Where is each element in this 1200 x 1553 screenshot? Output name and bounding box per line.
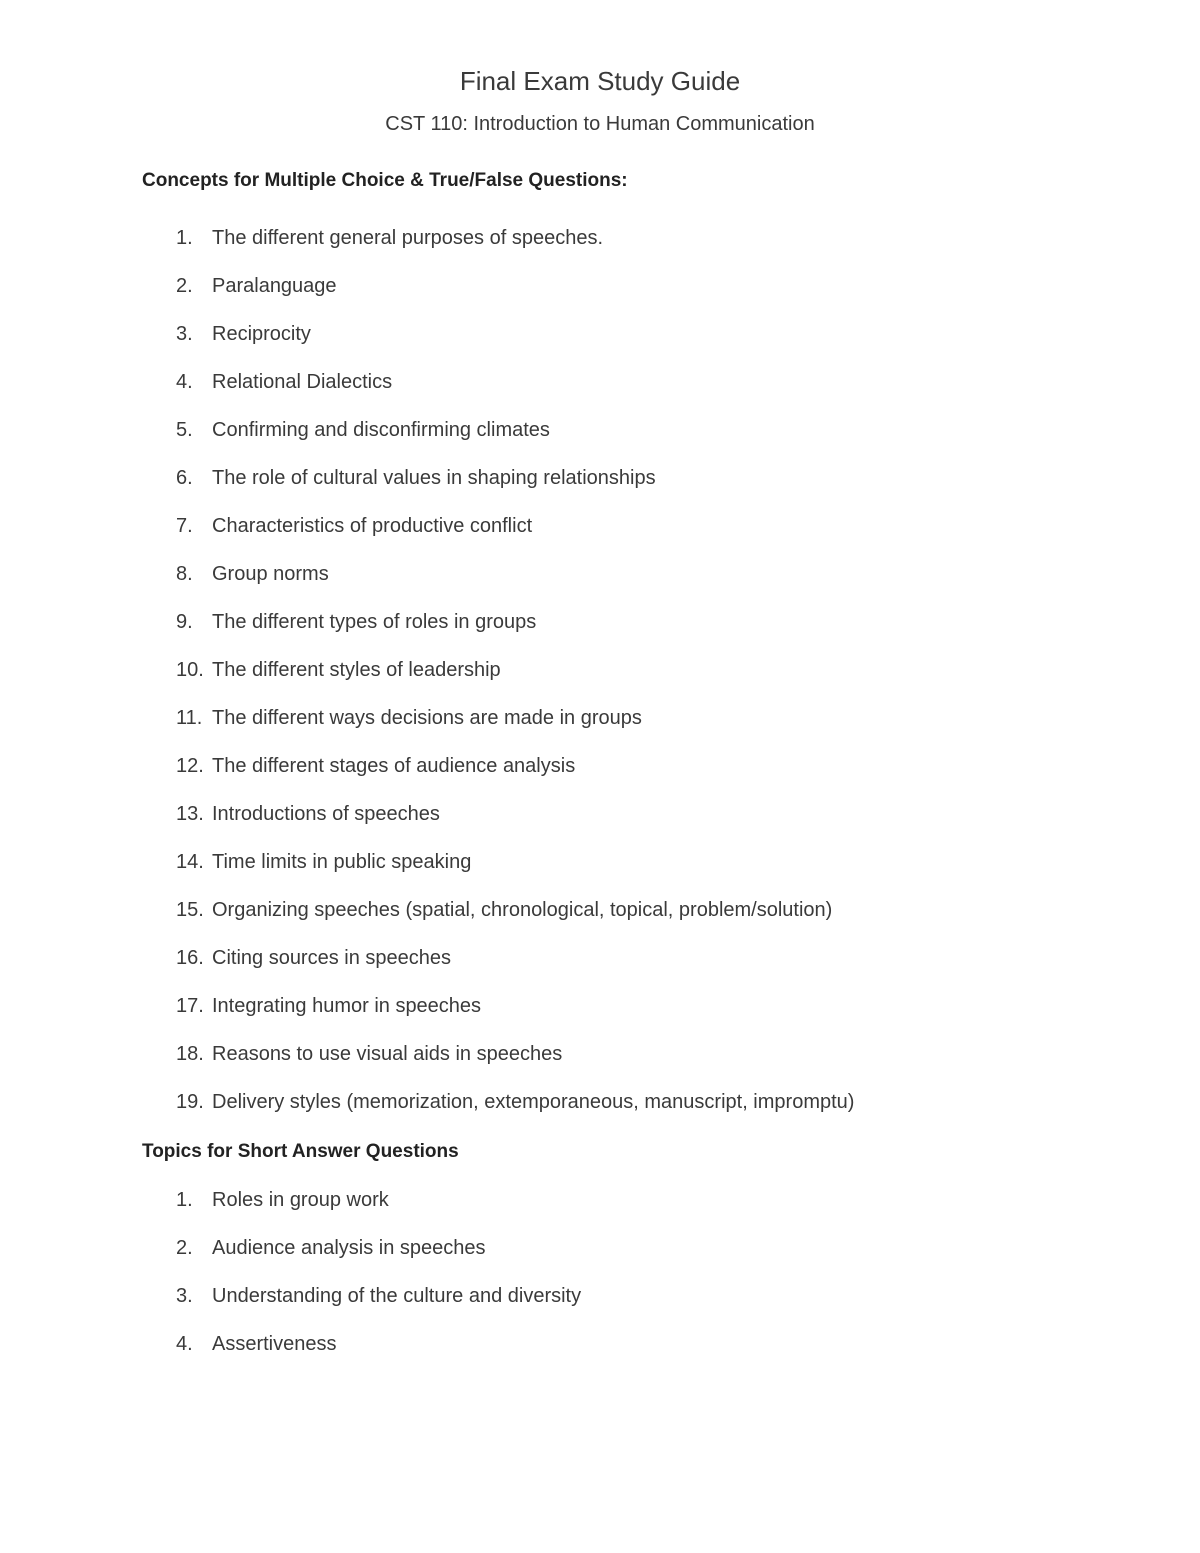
list-item bbox=[0, 1235, 1200, 1283]
list-item-text: The different types of roles in groups bbox=[212, 611, 537, 633]
list-item-number: 2. bbox=[176, 275, 193, 297]
list-item bbox=[0, 513, 1200, 561]
list-item-text: Paralanguage bbox=[212, 275, 337, 297]
list-item-number: 19. bbox=[176, 1091, 204, 1113]
list-item bbox=[0, 1089, 1200, 1137]
list-item bbox=[0, 561, 1200, 609]
list-item bbox=[0, 417, 1200, 465]
list-item-number: 1. bbox=[176, 1189, 193, 1211]
list-item-text: Organizing speeches (spatial, chronological, topical, problem/solution) bbox=[212, 899, 833, 921]
list-item-number: 4. bbox=[176, 1333, 193, 1355]
list-item bbox=[0, 1041, 1200, 1089]
list-item bbox=[0, 1331, 1200, 1379]
list-item-number: 15. bbox=[176, 899, 204, 921]
list-item bbox=[0, 273, 1200, 321]
list-item-text: Delivery styles (memorization, extemporaneous, manuscript, impromptu) bbox=[212, 1091, 855, 1113]
list-item-number: 8. bbox=[176, 563, 193, 585]
list-item bbox=[0, 657, 1200, 705]
list-item bbox=[0, 993, 1200, 1041]
section-heading-short-answer: Topics for Short Answer Questions bbox=[142, 1141, 459, 1162]
list-item-text: Introductions of speeches bbox=[212, 803, 440, 825]
list-item-number: 7. bbox=[176, 515, 193, 537]
list-item-text: Group norms bbox=[212, 563, 329, 585]
list-item-number: 12. bbox=[176, 755, 204, 777]
list-item-number: 10. bbox=[176, 659, 204, 681]
list-item bbox=[0, 1283, 1200, 1331]
list-item-text: Roles in group work bbox=[212, 1189, 389, 1211]
list-item bbox=[0, 849, 1200, 897]
list-item bbox=[0, 897, 1200, 945]
list-item bbox=[0, 705, 1200, 753]
list-item-number: 5. bbox=[176, 419, 193, 441]
list-item-text: Understanding of the culture and diversity bbox=[212, 1285, 582, 1307]
list-item-text: Reasons to use visual aids in speeches bbox=[212, 1043, 563, 1065]
list-item-text: The role of cultural values in shaping relationships bbox=[212, 467, 656, 489]
list-item-text: Time limits in public speaking bbox=[212, 851, 472, 873]
list-item-text: Audience analysis in speeches bbox=[212, 1237, 486, 1259]
list-item-text: The different styles of leadership bbox=[212, 659, 501, 681]
list-item-text: Reciprocity bbox=[212, 323, 311, 345]
list-item-number: 11. bbox=[176, 707, 203, 729]
list-item-text: Integrating humor in speeches bbox=[212, 995, 482, 1017]
list-item-number: 3. bbox=[176, 323, 193, 345]
concepts-list bbox=[0, 225, 1200, 1137]
list-item-number: 1. bbox=[176, 227, 193, 249]
list-item-number: 14. bbox=[176, 851, 204, 873]
list-item bbox=[0, 945, 1200, 993]
list-item-number: 4. bbox=[176, 371, 193, 393]
list-item bbox=[0, 465, 1200, 513]
list-item-number: 13. bbox=[176, 803, 204, 825]
list-item bbox=[0, 1187, 1200, 1235]
list-item-text: Characteristics of productive conflict bbox=[212, 515, 533, 537]
list-item bbox=[0, 753, 1200, 801]
list-item-number: 3. bbox=[176, 1285, 193, 1307]
list-item bbox=[0, 609, 1200, 657]
list-item-number: 2. bbox=[176, 1237, 193, 1259]
list-item-text: Confirming and disconfirming climates bbox=[212, 419, 550, 441]
list-item bbox=[0, 801, 1200, 849]
list-item-number: 9. bbox=[176, 611, 193, 633]
list-item-text: The different general purposes of speeches. bbox=[212, 227, 603, 249]
list-item-text: Relational Dialectics bbox=[212, 371, 393, 393]
list-item-number: 18. bbox=[176, 1043, 204, 1065]
list-item bbox=[0, 369, 1200, 417]
list-item-number: 16. bbox=[176, 947, 204, 969]
list-item-number: 6. bbox=[176, 467, 193, 489]
list-item-text: Citing sources in speeches bbox=[212, 947, 452, 969]
list-item-text: Assertiveness bbox=[212, 1333, 337, 1355]
list-item-number: 17. bbox=[176, 995, 204, 1017]
short-answer-topics-list bbox=[0, 1187, 1200, 1379]
list-item bbox=[0, 225, 1200, 273]
page-title: Final Exam Study Guide bbox=[459, 66, 741, 96]
list-item bbox=[0, 321, 1200, 369]
page-subtitle: CST 110: Introduction to Human Communication bbox=[385, 113, 815, 135]
list-item-text: The different stages of audience analysis bbox=[212, 755, 576, 777]
list-item-text: The different ways decisions are made in groups bbox=[212, 707, 642, 729]
section-heading-multiple-choice: Concepts for Multiple Choice & True/False Questions: bbox=[142, 170, 628, 191]
